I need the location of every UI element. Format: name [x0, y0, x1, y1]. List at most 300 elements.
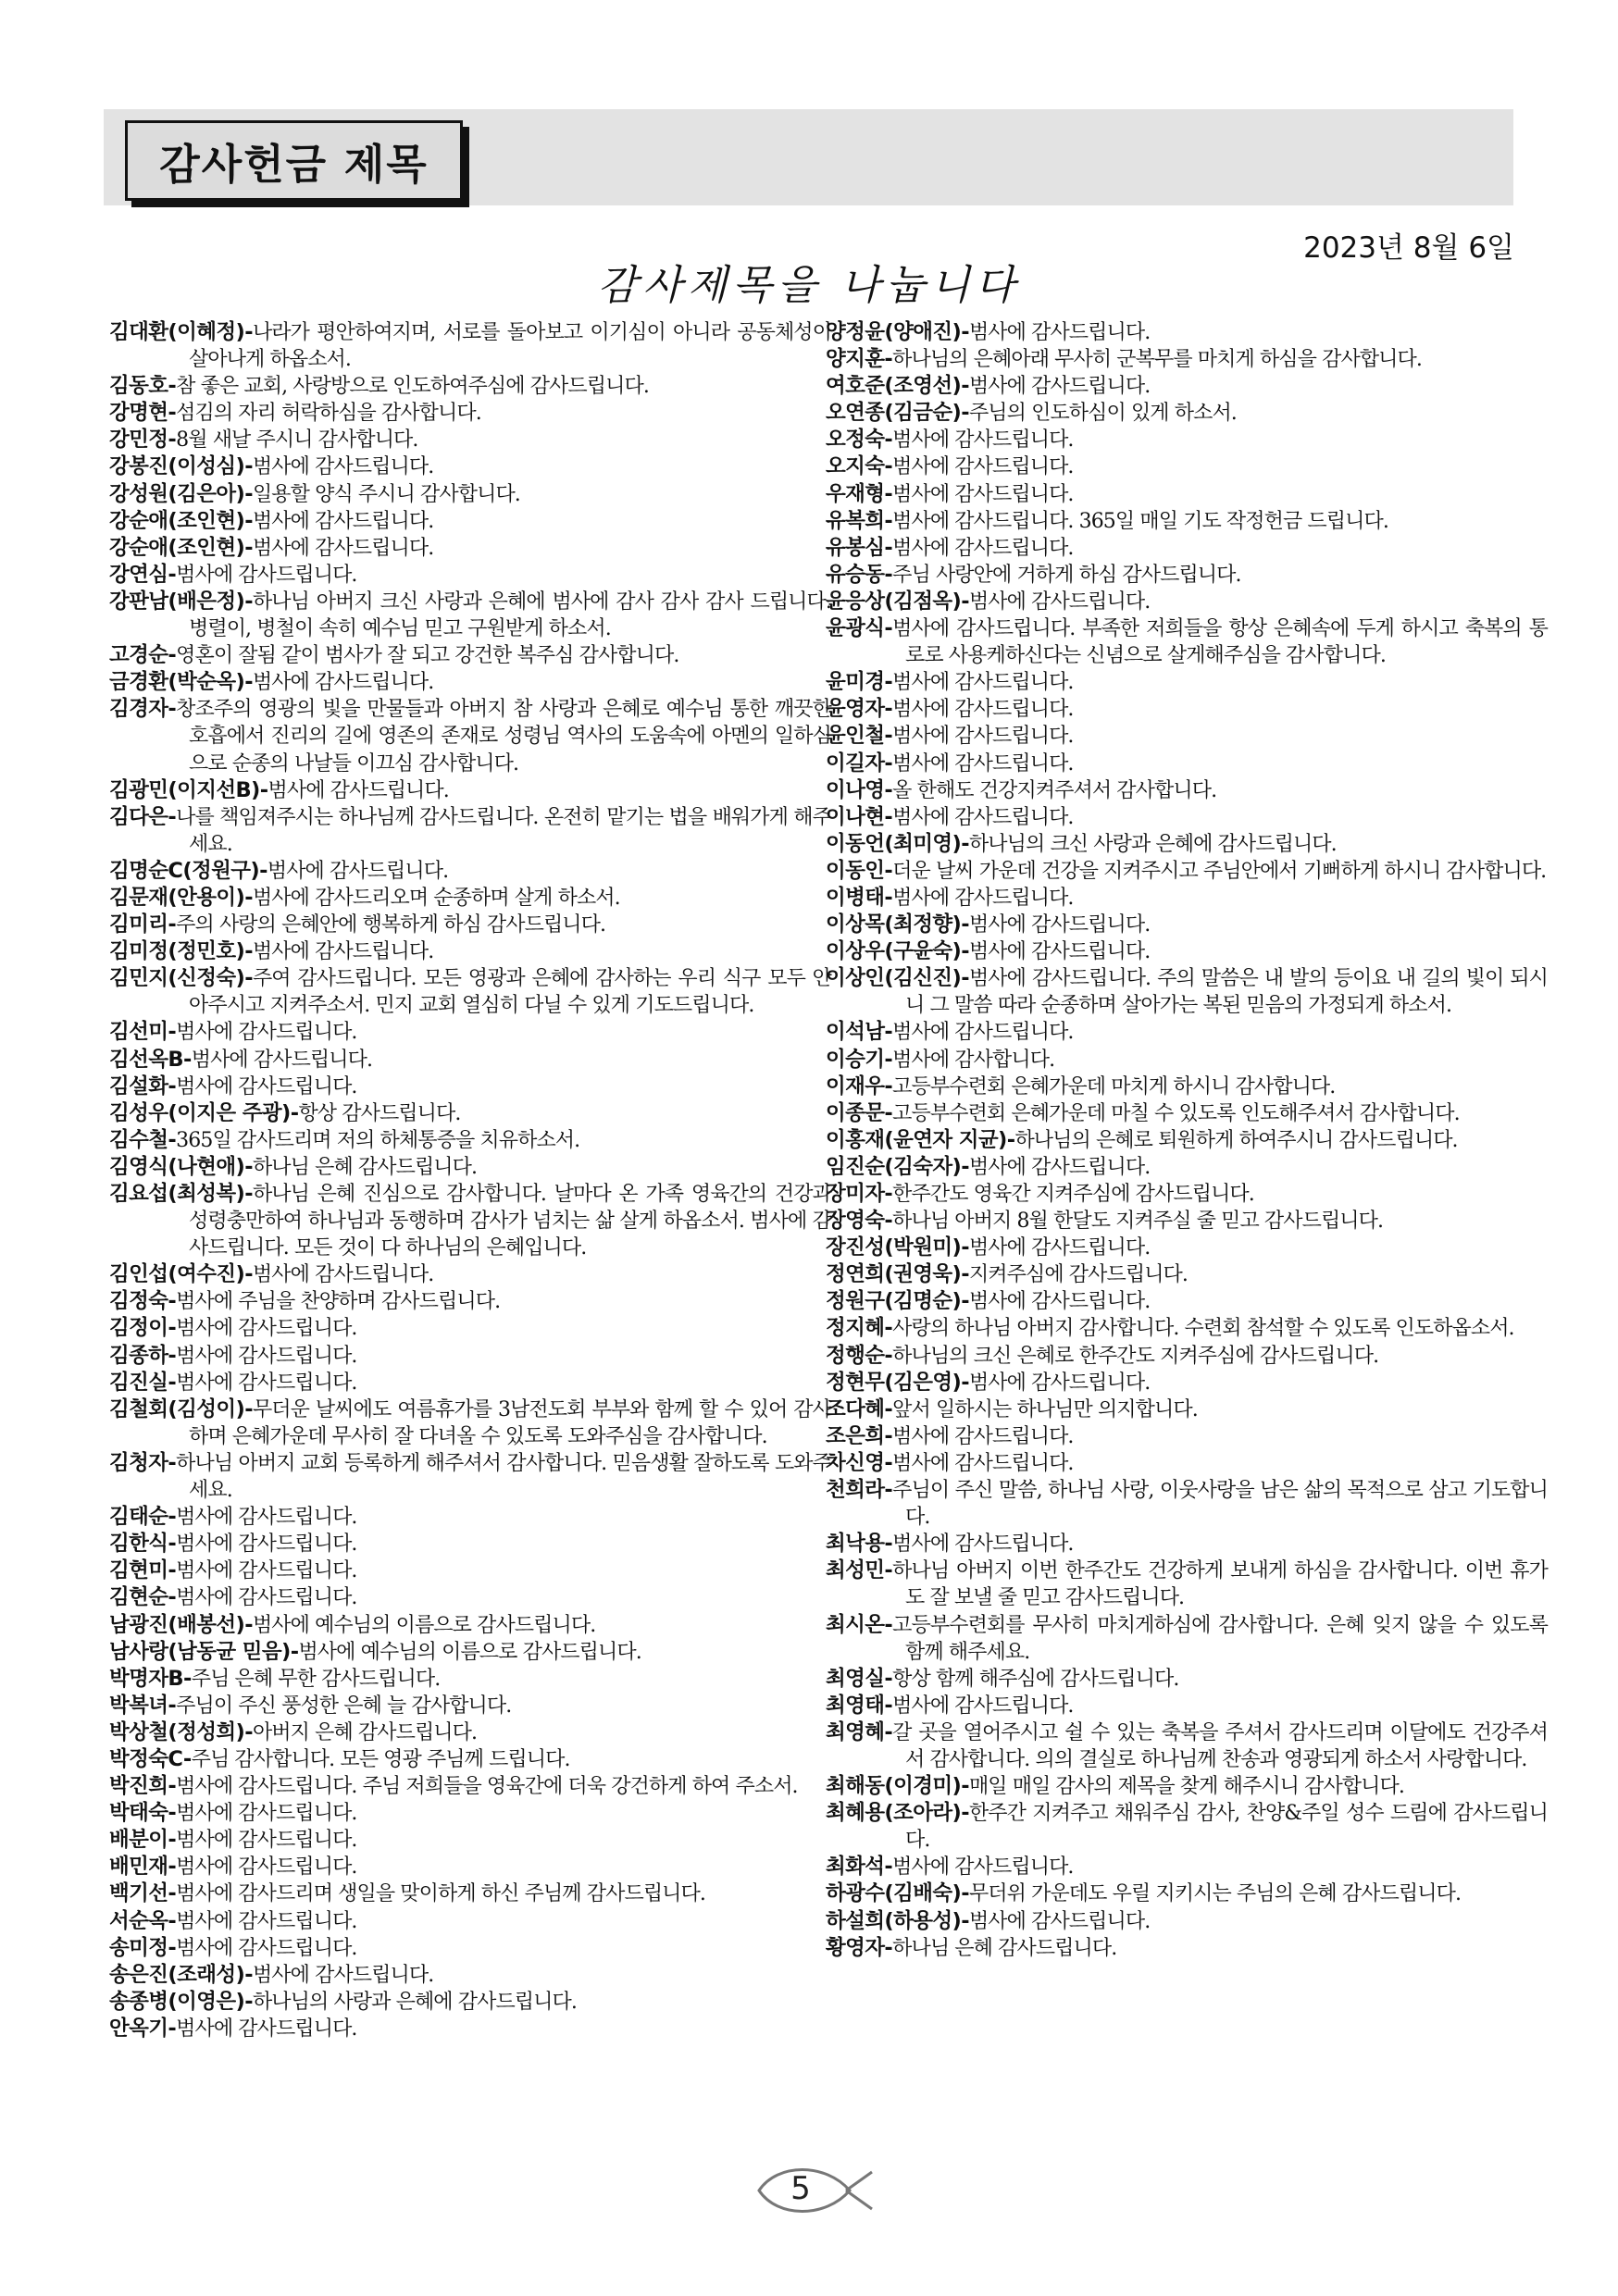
list-item: [826, 400, 1548, 427]
thanks-message: 범사에 감사드립니다.: [176, 1586, 357, 1610]
donor-name: 강판남(배은정): [109, 589, 245, 614]
thanks-message: 범사에 감사드립니다.: [892, 1451, 1074, 1475]
name-separator: -: [168, 1935, 177, 1960]
donor-name: 정현무(김은영): [826, 1370, 962, 1395]
thanks-message: 하나님의 사랑과 은혜에 감사드립니다.: [252, 1990, 577, 2014]
thanks-message: 범사에 감사드립니다.: [968, 940, 1151, 964]
list-item: [109, 453, 831, 480]
list-item: [109, 427, 831, 453]
donor-name: 조다혜: [826, 1396, 885, 1421]
donor-name: 김미리: [109, 912, 168, 937]
donor-name: 이상목(최정향): [826, 912, 962, 937]
list-item: [826, 1477, 1548, 1531]
list-item: [109, 1288, 831, 1315]
name-separator: -: [884, 535, 893, 560]
thanks-message: 일용할 양식 주시니 감사합니다.: [252, 482, 520, 506]
thanks-message: 범사에 주님을 찬양하며 감사드립니다.: [176, 1290, 501, 1314]
list-item: [109, 1880, 831, 1907]
name-separator: -: [884, 804, 893, 829]
donor-name: 고경순: [109, 643, 168, 668]
name-separator: -: [884, 1558, 893, 1583]
thanks-message: 범사에 감사드립니다.: [968, 590, 1151, 614]
donor-name: 최화석: [826, 1855, 885, 1880]
name-separator: -: [884, 858, 893, 883]
list-item: [109, 562, 831, 589]
donor-name: 윤인철: [826, 724, 885, 749]
thanks-message: 범사에 감사드립니다.: [968, 1155, 1151, 1179]
donor-name: 김영식(나현애): [109, 1154, 245, 1179]
thanks-message: 범사에 감사드립니다.: [252, 509, 434, 533]
thanks-message: 범사에 감사드리오며 순종하며 살게 하소서.: [252, 886, 620, 910]
thanks-message: 주님 감사합니다. 모든 영광 주님께 드립니다.: [191, 1747, 570, 1771]
list-item: [826, 1208, 1548, 1235]
donor-name: 장영숙: [826, 1209, 885, 1234]
name-separator: -: [168, 697, 177, 722]
thanks-message: 하나님 아버지 크신 사랑과 은혜에 범사에 감사 감사 감사 드립니다. 병렬이, 병철이 속히 예수님 믿고 구원받게 하소서.: [189, 590, 831, 641]
donor-name: 이상인(김신진): [826, 966, 962, 991]
list-item: [109, 1854, 831, 1880]
list-item: [109, 508, 831, 535]
list-item: [826, 1370, 1548, 1396]
donor-name: 김수철: [109, 1127, 168, 1152]
name-separator: -: [244, 508, 253, 533]
name-separator: -: [884, 777, 893, 802]
name-separator: -: [244, 1182, 253, 1206]
list-item: [109, 373, 831, 400]
donor-name: 최혜용(조아라): [826, 1801, 962, 1826]
donor-name: 강순애(조인현): [109, 535, 245, 560]
name-separator: -: [168, 1020, 177, 1045]
donor-name: 박정숙C: [109, 1746, 183, 1771]
list-item: [109, 319, 831, 373]
list-item: [109, 1127, 831, 1154]
donor-name: 차신영: [826, 1450, 885, 1475]
thanks-message: 범사에 감사드립니다.: [252, 671, 434, 695]
thanks-message: 범사에 감사드립니다.: [176, 1074, 357, 1098]
name-separator: -: [961, 1154, 969, 1179]
donor-name: 윤응상(김점옥): [826, 589, 962, 614]
name-separator: -: [961, 1262, 969, 1287]
thanks-message: 범사에 감사드립니다.: [892, 1533, 1074, 1557]
thanks-message: 하나님 은혜 감사드립니다.: [252, 1155, 478, 1179]
donor-name: 김미정(정민호): [109, 939, 245, 964]
donor-name: 하설희(하용성): [826, 1908, 962, 1933]
donor-name: 김광민(이지선B): [109, 777, 260, 802]
name-separator: -: [244, 1719, 253, 1744]
thanks-message: 더운 날씨 가운데 건강을 지켜주시고 주님안에서 기뻐하게 하시니 감사합니다.: [892, 859, 1547, 883]
donor-name: 윤영자: [826, 697, 885, 722]
name-separator: -: [244, 1154, 253, 1179]
name-separator: -: [182, 1666, 192, 1691]
thanks-message: 범사에 감사드립니다.: [892, 428, 1074, 453]
thanks-message: 범사에 감사드립니다.: [892, 805, 1074, 829]
thanks-message: 창조주의 영광의 빛을 만물들과 아버지 참 사랑과 은혜로 예수님 통한 깨끗한 호흡에서 진리의 길에 영존의 존재로 성령님 역사의 도움속에 아멘의 일하심으로 순종의 나날들 이끄심 감사합니다.: [176, 698, 831, 776]
name-separator: -: [168, 1074, 177, 1098]
thanks-message: 하나님의 은혜아래 무사히 군복무를 마치게 하심을 감사합니다.: [892, 348, 1422, 372]
donor-name: 윤미경: [826, 670, 885, 695]
donor-name: 유승동: [826, 562, 885, 587]
thanks-message: 범사에 감사드립니다.: [176, 1936, 357, 1960]
list-item: [109, 1315, 831, 1342]
thanks-message: 주여 감사드립니다. 모든 영광과 은혜에 감사하는 우리 식구 모두 안아주시고 지켜주소서. 민지 교회 열심히 다닐 수 있게 기도드립니다.: [189, 967, 831, 1018]
name-separator: -: [1006, 1127, 1015, 1152]
name-separator: -: [884, 1935, 893, 1960]
name-separator: -: [168, 1558, 177, 1583]
donor-name: 우재형: [826, 481, 885, 506]
list-item: [826, 1854, 1548, 1880]
name-separator: -: [168, 1505, 177, 1530]
list-item: [109, 481, 831, 508]
thanks-message: 범사에 감사드립니다.: [252, 1263, 434, 1287]
list-item: [826, 669, 1548, 696]
thanks-message: 아버지 은혜 감사드립니다.: [252, 1720, 478, 1744]
thanks-message: 범사에 감사드립니다. 주님 저희들을 영육간에 더욱 강건하게 하여 주소서.: [176, 1775, 798, 1799]
name-separator: -: [884, 1100, 893, 1125]
thanks-message: 주님의 인도하심이 있게 하소서.: [968, 402, 1237, 426]
donor-name: 김선옥B: [109, 1047, 183, 1072]
donor-name: 김종하: [109, 1343, 168, 1368]
thanks-message: 무더운 날씨에도 여름휴가를 3남전도회 부부와 함께 할 수 있어 감사하며 은혜가운데 무사히 잘 다녀올 수 있도록 도와주심을 감사합니다.: [189, 1397, 831, 1448]
thanks-message: 범사에 감사드립니다.: [176, 1317, 357, 1341]
name-separator: -: [961, 912, 969, 937]
donor-name: 송은진(조래성): [109, 1962, 245, 1987]
thanks-message: 범사에 감사드립니다.: [191, 1048, 373, 1072]
list-item: [826, 1935, 1548, 1962]
list-item: [109, 965, 831, 1019]
name-separator: -: [244, 966, 253, 991]
name-separator: -: [961, 831, 969, 856]
list-item: [826, 346, 1548, 373]
donor-name: 김성우(이지은 주광): [109, 1100, 291, 1125]
donor-name: 김동호: [109, 374, 168, 399]
donor-name: 김철회(김성이): [109, 1396, 245, 1421]
donor-name: 금경환(박순옥): [109, 670, 245, 695]
donor-name: 오연종(김금순): [826, 401, 962, 426]
name-separator: -: [168, 1585, 177, 1610]
title-box: [125, 120, 463, 201]
thanks-message: 365일 감사드리며 저의 하체통증을 치유하소서.: [176, 1128, 580, 1152]
list-item: [109, 1047, 831, 1074]
list-item: [109, 1962, 831, 1989]
list-item: [109, 1746, 831, 1773]
list-item: [826, 696, 1548, 723]
list-item: [109, 1154, 831, 1181]
name-separator: -: [168, 1127, 177, 1152]
thanks-message: 범사에 감사드립니다.: [176, 1802, 357, 1826]
list-item: [826, 1261, 1548, 1288]
donor-name: 강명현: [109, 401, 168, 426]
list-item: [109, 1450, 831, 1504]
donor-name: 이재우: [826, 1074, 885, 1098]
donor-name: 김현순: [109, 1585, 168, 1610]
thanks-message: 범사에 감사드립니다.: [892, 698, 1074, 722]
list-item: [109, 912, 831, 938]
donor-name: 윤광식: [826, 616, 885, 641]
thanks-message: 범사에 감사드립니다.: [968, 1371, 1151, 1395]
name-separator: -: [168, 401, 177, 426]
list-item: [826, 1558, 1548, 1611]
list-item: [826, 427, 1548, 453]
donor-name: 강성원(김은아): [109, 481, 245, 506]
thanks-message: 나를 책임져주시는 하나님께 감사드립니다. 온전히 맡기는 법을 배워가게 해주세요.: [176, 805, 831, 856]
thanks-message: 고등부수련회를 무사히 마치게하심에 감사합니다. 은혜 잊지 않을 수 있도록 함께 해주세요.: [892, 1613, 1548, 1664]
name-separator: -: [961, 1235, 969, 1260]
page-number-area: [750, 2161, 879, 2220]
name-separator: -: [244, 670, 253, 695]
list-item: [826, 481, 1548, 508]
thanks-message: 주님 은혜 무한 감사드립니다.: [191, 1667, 441, 1691]
subtitle: 감사제목을 나눕니다: [597, 262, 1021, 309]
donor-name: 김대환(이혜정): [109, 320, 245, 344]
thanks-message: 하나님 은혜 감사드립니다.: [892, 1936, 1117, 1960]
donor-name: 김설화: [109, 1074, 168, 1098]
list-item: [826, 1693, 1548, 1719]
name-separator: -: [884, 1532, 893, 1557]
list-item: [826, 777, 1548, 804]
name-separator: -: [244, 885, 253, 910]
list-item: [826, 1800, 1548, 1854]
list-item: [826, 1047, 1548, 1074]
list-item: [826, 1154, 1548, 1181]
name-separator: -: [168, 1828, 177, 1853]
thanks-message: 앞서 일하시는 하나님만 의지합니다.: [892, 1397, 1198, 1421]
donor-name: 김민지(신정숙): [109, 966, 245, 991]
donor-name: 김요섭(최성복): [109, 1182, 245, 1206]
list-item: [826, 858, 1548, 885]
list-item: [109, 1181, 831, 1261]
thanks-message: 참 좋은 교회, 사랑방으로 인도하여주심에 감사드립니다.: [176, 375, 649, 399]
donor-name: 이석남: [826, 1020, 885, 1045]
donor-name: 강봉진(이성심): [109, 454, 245, 479]
thanks-message: 매일 매일 감사의 제목을 찾게 해주시니 감사합니다.: [968, 1775, 1404, 1799]
donor-name: 서순옥: [109, 1908, 168, 1933]
list-item: [109, 1773, 831, 1800]
thanks-message: 범사에 감사드립니다.: [892, 886, 1074, 910]
list-item: [109, 400, 831, 427]
donor-name: 김문재(안용이): [109, 885, 245, 910]
list-item: [109, 1261, 831, 1288]
thanks-message: 범사에 감사드립니다.: [892, 751, 1074, 776]
list-item: [826, 1235, 1548, 1261]
donor-name: 유봉심: [826, 535, 885, 560]
thanks-message: 하나님 아버지 교회 등록하게 해주셔서 감사합니다. 믿음생활 잘하도록 도와주세요.: [176, 1451, 831, 1503]
name-separator: -: [168, 1693, 177, 1718]
name-separator: -: [290, 1639, 299, 1664]
thanks-message: 범사에 감사드립니다.: [267, 859, 449, 883]
donor-name: 정연희(권영욱): [826, 1262, 962, 1287]
name-separator: -: [168, 428, 177, 453]
list-item: [109, 1908, 831, 1935]
name-separator: -: [884, 751, 893, 776]
name-separator: -: [244, 1989, 253, 2014]
donor-name: 김명순C(정원구): [109, 858, 260, 883]
name-separator: -: [961, 1289, 969, 1314]
name-separator: -: [168, 562, 177, 587]
list-item: [109, 1935, 831, 1962]
name-separator: -: [884, 1316, 893, 1341]
thanks-message: 영혼이 잘됨 같이 범사가 잘 되고 강건한 복주심 감사합니다.: [176, 644, 679, 668]
name-separator: -: [884, 1182, 893, 1206]
donor-name: 하광수(김배숙): [826, 1881, 962, 1906]
donor-name: 배분이: [109, 1828, 168, 1853]
name-separator: -: [961, 939, 969, 964]
name-separator: -: [961, 320, 969, 344]
thanks-message: 범사에 감사드립니다.: [892, 1694, 1074, 1718]
page-number: 5: [790, 2170, 811, 2207]
list-item: [826, 319, 1548, 346]
name-separator: -: [168, 1316, 177, 1341]
thanks-message: 주님이 주신 풍성한 은혜 늘 감사합니다.: [176, 1694, 512, 1718]
donor-name: 이나영: [826, 777, 885, 802]
list-item: [109, 1396, 831, 1450]
name-separator: -: [884, 1343, 893, 1368]
donor-name: 김선미: [109, 1020, 168, 1045]
donor-name: 이상우(구윤숙): [826, 939, 962, 964]
thanks-message: 하나님 아버지 이번 한주간도 건강하게 보내게 하심을 감사합니다. 이번 휴가도 잘 보낼 줄 믿고 감사드립니다.: [892, 1559, 1548, 1610]
name-separator: -: [884, 428, 893, 453]
donor-name: 이길자: [826, 751, 885, 776]
donor-name: 이동언(최미영): [826, 831, 962, 856]
thanks-message: 하나님의 은혜로 퇴원하게 하여주시니 감사드립니다.: [1014, 1128, 1458, 1152]
list-item: [109, 938, 831, 965]
name-separator: -: [961, 966, 969, 991]
name-separator: -: [884, 1612, 893, 1637]
donor-name: 오정숙: [826, 428, 885, 453]
list-item: [826, 589, 1548, 615]
list-item: [826, 912, 1548, 938]
thanks-message: 범사에 감사드립니다.: [176, 1506, 357, 1530]
donor-name: 박태숙: [109, 1801, 168, 1826]
list-item: [826, 1423, 1548, 1450]
name-separator: -: [961, 1908, 969, 1933]
thanks-message: 8월 새날 주시니 감사합니다.: [176, 428, 418, 453]
list-item: [826, 723, 1548, 750]
donor-name: 최영혜: [826, 1719, 885, 1744]
name-separator: -: [244, 939, 253, 964]
list-item: [826, 1288, 1548, 1315]
name-separator: -: [884, 454, 893, 479]
donor-name: 김청자: [109, 1450, 168, 1475]
name-separator: -: [884, 1209, 893, 1234]
name-separator: -: [884, 1450, 893, 1475]
thanks-message: 범사에 감사드립니다.: [968, 1290, 1151, 1314]
list-item: [109, 1584, 831, 1611]
donor-name: 배민재: [109, 1855, 168, 1880]
donor-name: 강민정: [109, 428, 168, 453]
thanks-message: 범사에 감사드립니다.: [252, 455, 434, 479]
donor-name: 이동인: [826, 858, 885, 883]
donor-name: 여호준(조영선): [826, 374, 962, 399]
thanks-message: 범사에 감사드립니다.: [892, 725, 1074, 749]
list-item: [109, 1800, 831, 1827]
thanks-message: 범사에 감사드립니다.: [176, 1344, 357, 1368]
donor-name: 강순애(조인현): [109, 508, 245, 533]
name-separator: -: [244, 589, 253, 614]
donor-name: 박상철(정성희): [109, 1719, 245, 1744]
list-item: [826, 1880, 1548, 1907]
donor-name: 김한식: [109, 1532, 168, 1557]
name-separator: -: [259, 858, 268, 883]
donor-name: 장진성(박원미): [826, 1235, 962, 1260]
list-item: [826, 1127, 1548, 1154]
name-separator: -: [884, 1020, 893, 1045]
donor-name: 김다은: [109, 804, 168, 829]
donor-name: 최낙용: [826, 1532, 885, 1557]
donor-name: 김현미: [109, 1558, 168, 1583]
name-separator: -: [961, 1370, 969, 1395]
name-separator: -: [168, 1908, 177, 1933]
thanks-message: 범사에 감사드립니다.: [176, 1829, 357, 1853]
name-separator: -: [884, 1423, 893, 1448]
donor-name: 황영자: [826, 1935, 885, 1960]
list-item: [826, 1315, 1548, 1342]
thanks-message: 올 한해도 건강지켜주셔서 감사합니다.: [892, 778, 1217, 802]
left-column: [109, 319, 831, 2042]
name-separator: -: [168, 804, 177, 829]
thanks-message: 하나님의 크신 사랑과 은혜에 감사드립니다.: [968, 832, 1337, 856]
thanks-message: 사랑의 하나님 아버지 감사합니다. 수련회 참석할 수 있도록 인도하옵소서.: [892, 1317, 1514, 1341]
thanks-message: 범사에 감사드립니다.: [892, 455, 1074, 479]
donor-name: 이승기: [826, 1047, 885, 1072]
name-separator: -: [168, 1289, 177, 1314]
right-column: [826, 319, 1548, 1962]
thanks-message: 한주간도 영육간 지켜주심에 감사드립니다.: [892, 1183, 1254, 1206]
thanks-message: 범사에 감사드립니다.: [176, 2017, 357, 2041]
list-item: [826, 1100, 1548, 1127]
list-item: [826, 751, 1548, 777]
list-item: [826, 1450, 1548, 1477]
list-item: [109, 777, 831, 804]
name-separator: -: [884, 1719, 893, 1744]
thanks-message: 범사에 감사드립니다.: [968, 1236, 1151, 1260]
donor-name: 이종문: [826, 1100, 885, 1125]
name-separator: -: [884, 1396, 893, 1421]
list-item: [826, 562, 1548, 589]
name-separator: -: [168, 1881, 177, 1906]
thanks-message: 고등부수련회 은혜가운데 마칠 수 있도록 인도해주셔서 감사합니다.: [892, 1101, 1460, 1125]
name-separator: -: [884, 697, 893, 722]
list-item: [826, 885, 1548, 912]
thanks-message: 갈 곳을 열어주시고 쉴 수 있는 축복을 주셔서 감사드리며 이달에도 건강주셔서 감사합니다. 의의 결실로 하나님께 찬송과 영광되게 하소서 사랑합니다.: [892, 1720, 1548, 1771]
thanks-message: 한주간 지켜주고 채워주심 감사, 찬양&주일 성수 드림에 감사드립니다.: [905, 1802, 1548, 1853]
name-separator: -: [961, 401, 969, 426]
list-item: [826, 373, 1548, 400]
thanks-message: 섬김의 자리 허락하심을 감사합니다.: [176, 402, 481, 426]
donor-name: 천희라: [826, 1478, 885, 1503]
list-item: [109, 1100, 831, 1127]
name-separator: -: [168, 643, 177, 668]
list-item: [109, 2016, 831, 2042]
name-separator: -: [244, 1262, 253, 1287]
name-separator: -: [884, 1047, 893, 1072]
name-separator: -: [244, 1612, 253, 1637]
page-title: 감사헌금 제목: [159, 140, 429, 189]
name-separator: -: [168, 1370, 177, 1395]
list-item: [826, 1773, 1548, 1800]
donor-name: 장미자: [826, 1182, 885, 1206]
donor-name: 유복희: [826, 508, 885, 533]
thanks-message: 범사에 감사드립니다. 부족한 저희들을 항상 은혜속에 두게 하시고 축복의 통로로 사용케하신다는 신념으로 살게해주심을 감사합니다.: [892, 617, 1548, 668]
donor-name: 백기선: [109, 1881, 168, 1906]
donor-name: 최영태: [826, 1693, 885, 1718]
thanks-message: 무더위 가운데도 우릴 지키시는 주님의 은혜 감사드립니다.: [968, 1882, 1462, 1906]
list-item: [826, 1074, 1548, 1100]
donor-name: 이홍재(윤연자 지균): [826, 1127, 1007, 1152]
donor-name: 조은희: [826, 1423, 885, 1448]
donor-name: 최영실: [826, 1666, 885, 1691]
donor-name: 송종병(이영은): [109, 1989, 245, 2014]
thanks-message: 범사에 예수님의 이름으로 감사드립니다.: [252, 1613, 596, 1637]
